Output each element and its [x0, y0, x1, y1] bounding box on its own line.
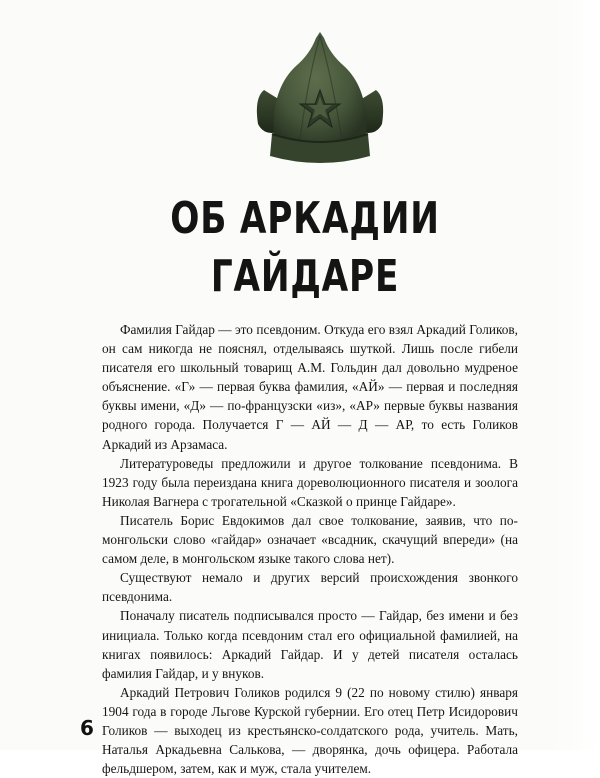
budenovka-hat-icon	[250, 28, 390, 178]
body-text	[102, 320, 518, 778]
page-edge	[554, 0, 600, 750]
paragraph: Литературоведы предложили и другое толкование псевдонима. В 1923 году была переиздана книга дореволюционного писателя и зоолога Николая Вагнера с трогательной «Сказкой о принце Гайдаре».	[102, 455, 518, 509]
paragraph: Фамилия Гайдар — это псевдоним. Откуда его взял Аркадий Голиков, он сам никогда не пояснял, отделываясь шуткой. Лишь после гибели писателя его школьный товарищ А.М. Гольдин дал довольно мудреное объяснение. «Г» — первая буква фамилия, «АЙ» — первая и последняя буквы имени, «Д» — по-французски «из», «АР» первые буквы названия родного города. Получается Г — АЙ — Д — АР, то есть Голиков Аркадий из Арзамаса.	[102, 322, 518, 452]
paragraph: Существуют немало и других версий происхождения звонкого псевдонима.	[102, 570, 518, 605]
paragraph: Писатель Борис Евдокимов дал свое толкование, заявив, что по-монгольски слово «гайдар» означает «всадник, скачущий впереди» (на самом деле, в монгольском языке такого слова нет).	[102, 512, 518, 567]
paragraph: Поначалу писатель подписывался просто — Гайдар, без имени и без инициала. Только когда псевдоним стал его официальной фамилией, на книгах появилось: Аркадий Гайдар. И у детей писателя осталась фамилия Гайдар, и у внуков.	[102, 608, 518, 681]
page-number: 6	[80, 716, 94, 740]
paragraph: Аркадий Петрович Голиков родился 9 (22 по новому стилю) января 1904 года в городе Льгове Курской губернии. Его отец Петр Исидорович Голиков — выходец из крестьянско-солдатского рода, учитель. Мать, Наталья Аркадьевна Салькова, — дворянка, дочь офицера. Работала фельдшером, затем, как и муж, стала учителем.	[102, 684, 518, 777]
title-line-1: ОБ АРКАДИИ	[170, 193, 440, 244]
page-title	[161, 190, 450, 306]
title-line-2: ГАЙДАРЕ	[210, 251, 400, 302]
